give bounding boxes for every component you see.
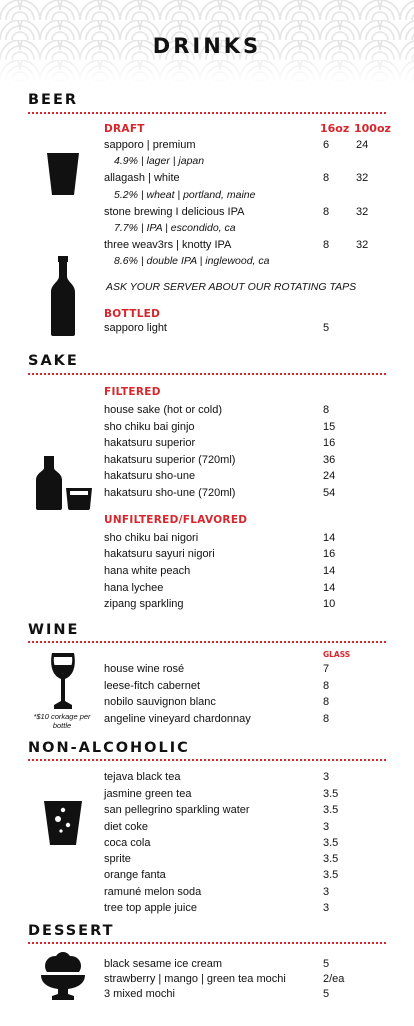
- section-divider: [28, 942, 386, 944]
- price-100oz: 24: [356, 139, 369, 151]
- menu-item: three weav3rs | knotty IPA: [104, 239, 232, 251]
- sake-set-icon: [36, 456, 92, 510]
- section-divider: [28, 112, 386, 114]
- menu-item: hakatsuru superior: [104, 437, 196, 449]
- menu-item: nobilo sauvignon blanc: [104, 696, 216, 708]
- soda-glass-icon: [44, 801, 82, 845]
- item-price: 3.5: [323, 869, 339, 881]
- corkage-note: *$10 corkage per bottle: [33, 712, 91, 730]
- menu-item: sho chiku bai nigori: [104, 532, 199, 544]
- item-price: 5: [323, 322, 330, 334]
- price-16oz: 8: [323, 206, 330, 218]
- item-price: 2/ea: [323, 973, 345, 985]
- item-price: 14: [323, 532, 336, 544]
- page-title: DRINKS: [152, 34, 262, 58]
- item-description: 8.6% | double IPA | inglewood, ca: [114, 255, 270, 267]
- beer-glass-icon: [46, 153, 80, 195]
- ice-cream-bowl-icon: [41, 952, 85, 1000]
- item-price: 10: [323, 598, 336, 610]
- item-price: 3.5: [323, 788, 339, 800]
- column-header-100oz: 100oz: [354, 122, 391, 135]
- menu-item: ramuné melon soda: [104, 886, 202, 898]
- menu-item: sprite: [104, 853, 131, 865]
- menu-item: sapporo light: [104, 322, 167, 334]
- price-100oz: 32: [356, 239, 369, 251]
- item-price: 5: [323, 958, 330, 970]
- item-price: 8: [323, 680, 330, 692]
- rotating-taps-note: ASK YOUR SERVER ABOUT OUR ROTATING TAPS: [106, 281, 357, 293]
- menu-item: sapporo | premium: [104, 139, 196, 151]
- column-header-16oz: 16oz: [320, 122, 350, 135]
- price-16oz: 8: [323, 239, 330, 251]
- item-description: 4.9% | lager | japan: [114, 155, 205, 167]
- item-price: 3: [323, 902, 330, 914]
- item-price: 3: [323, 821, 330, 833]
- beer-bottle-icon: [50, 256, 76, 336]
- menu-item: diet coke: [104, 821, 149, 833]
- item-price: 8: [323, 713, 330, 725]
- section-divider: [28, 759, 386, 761]
- section-title-beer: BEER: [28, 92, 79, 108]
- item-price: 3: [323, 771, 330, 783]
- section-title-wine: WINE: [28, 622, 80, 638]
- item-description: 5.2% | wheat | portland, maine: [114, 189, 256, 201]
- section-title-sake: SAKE: [28, 353, 79, 369]
- menu-item: hana white peach: [104, 565, 191, 577]
- item-price: 15: [323, 421, 336, 433]
- item-price: 8: [323, 696, 330, 708]
- menu-item: strawberry | mango | green tea mochi: [104, 973, 286, 985]
- menu-item: black sesame ice cream: [104, 958, 222, 970]
- item-price: 5: [323, 988, 330, 1000]
- subsection-unfiltered-flavored: UNFILTERED/FLAVORED: [104, 514, 248, 526]
- menu-item: hakatsuru sho-une (720ml): [104, 487, 236, 499]
- menu-item: angeline vineyard chardonnay: [104, 713, 251, 725]
- menu-item: orange fanta: [104, 869, 166, 881]
- item-price: 36: [323, 454, 336, 466]
- menu-item: leese-fitch cabernet: [104, 680, 200, 692]
- item-price: 14: [323, 582, 336, 594]
- menu-item: sho chiku bai ginjo: [104, 421, 195, 433]
- column-header-glass: GLASS: [323, 650, 351, 659]
- subsection-bottled: BOTTLED: [104, 308, 161, 320]
- section-title-non-alcoholic: NON-ALCOHOLIC: [28, 740, 190, 756]
- item-price: 7: [323, 663, 330, 675]
- menu-item: hakatsuru sho-une: [104, 470, 196, 482]
- menu-item: hakatsuru sayuri nigori: [104, 548, 215, 560]
- menu-item: jasmine green tea: [104, 788, 192, 800]
- item-price: 3.5: [323, 853, 339, 865]
- menu-item: san pellegrino sparkling water: [104, 804, 250, 816]
- item-price: 54: [323, 487, 336, 499]
- item-price: 8: [323, 404, 330, 416]
- section-divider: [28, 373, 386, 375]
- price-100oz: 32: [356, 172, 369, 184]
- menu-item: allagash | white: [104, 172, 180, 184]
- item-price: 3: [323, 886, 330, 898]
- menu-item: zipang sparkling: [104, 598, 184, 610]
- item-price: 3.5: [323, 804, 339, 816]
- item-description: 7.7% | IPA | escondido, ca: [114, 222, 236, 234]
- menu-item: hakatsuru superior (720ml): [104, 454, 236, 466]
- wine-glass-icon: [50, 653, 76, 709]
- item-price: 16: [323, 548, 336, 560]
- item-price: 16: [323, 437, 336, 449]
- subsection-filtered: FILTERED: [104, 386, 161, 398]
- menu-item: house wine rosé: [104, 663, 185, 675]
- menu-item: tree top apple juice: [104, 902, 197, 914]
- menu-item: hana lychee: [104, 582, 164, 594]
- item-price: 14: [323, 565, 336, 577]
- price-16oz: 8: [323, 172, 330, 184]
- section-divider: [28, 641, 386, 643]
- menu-item: 3 mixed mochi: [104, 988, 175, 1000]
- menu-item: house sake (hot or cold): [104, 404, 223, 416]
- section-title-dessert: DESSERT: [28, 923, 115, 939]
- item-price: 3.5: [323, 837, 339, 849]
- item-price: 24: [323, 470, 336, 482]
- menu-item: tejava black tea: [104, 771, 181, 783]
- price-100oz: 32: [356, 206, 369, 218]
- menu-item: coca cola: [104, 837, 151, 849]
- price-16oz: 6: [323, 139, 330, 151]
- subsection-draft: DRAFT: [104, 123, 145, 135]
- menu-item: stone brewing I delicious IPA: [104, 206, 245, 218]
